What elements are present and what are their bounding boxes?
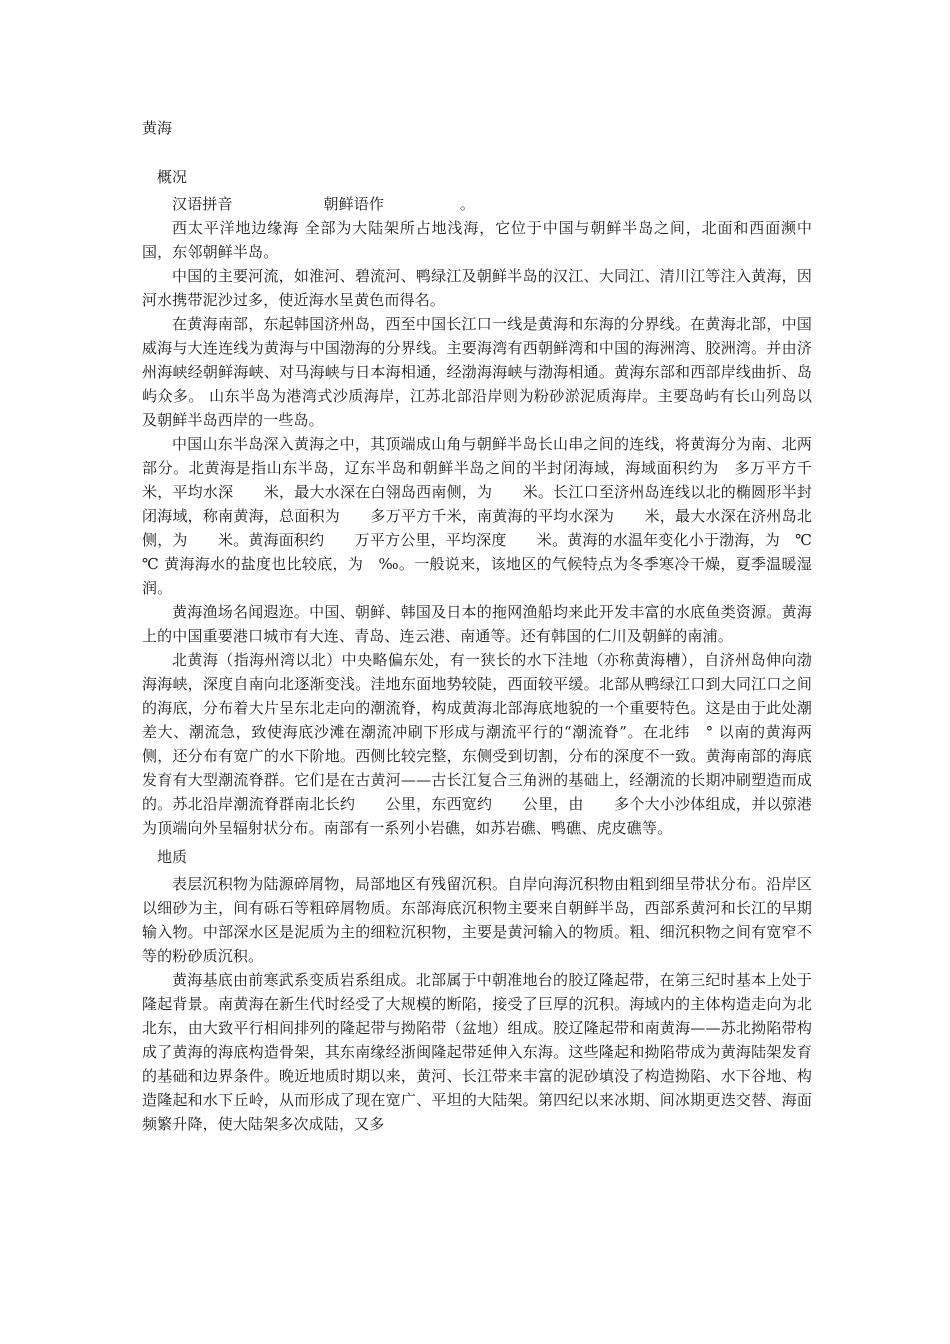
paragraph: 黄海基底由前寒武系变质岩系组成。北部属于中朝准地台的胶辽隆起带，在第三纪时基本上处于隆起背景。南黄海在新生代时经受了大规模的断陷，接受了巨厚的沉积。海域内的主体构造走向为北北东，由大致平行相间排列的隆起带与拗陷带（盆地）组成。胶辽隆起带和南黄海——苏北拗陷带构成了黄海的海底构造骨架，其东南缘经浙闽隆起带延伸入东海。这些隆起和拗陷带成为黄海陆架发育的基础和边界条件。晚近地质时期以来，黄河、长江带来丰富的泥砂填没了构造拗陷、水下谷地、构造隆起和水下丘岭，从而形成了现在宽广、平坦的大陆架。第四纪以来冰期、间冰期更迭交替、海面频繁升降，使大陆架多次成陆，又多 — [142, 971, 812, 1133]
document-title: 黄海 — [142, 119, 173, 137]
section-heading-overview: 概况 — [157, 168, 188, 186]
section-heading-geology: 地质 — [157, 848, 188, 866]
paragraph: 黄海渔场名闻遐迩。中国、朝鲜、韩国及日本的拖网渔船均来此开发丰富的水底鱼类资源。黄海上的中国重要港口城市有大连、青岛、连云港、南通等。还有韩国的仁川及朝鲜的南浦。 — [142, 603, 812, 645]
paragraph: 在黄海南部，东起韩国济州岛，西至中国长江口一线是黄海和东海的分界线。在黄海北部，中国威海与大连连线为黄海与中国渤海的分界线。主要海湾有西朝鲜湾和中国的海洲湾、胶洲湾。并由济州海峡经朝鲜海峡、对马海峡与日本海相通，经渤海海峡与渤海相通。黄海东部和西部岸线曲折、岛屿众多。 山东半岛为港湾式沙质海岸，江苏北部沿岸则为粉砂淤泥质海岸。主要岛屿有长山列岛以及朝鲜半岛西岸的一些岛。 — [142, 315, 812, 429]
document-body — [142, 166, 843, 1136]
paragraph: 表层沉积物为陆源碎屑物，局部地区有残留沉积。自岸向海沉积物由粗到细呈带状分布。沿岸区以细砂为主，间有砾石等粗碎屑物质。东部海底沉积物主要来自朝鲜半岛，西部系黄河和长江的早期输入物。中部深水区是泥质为主的细粒沉积物，主要是黄河输入的物质。粗、细沉积物之间有宽窄不等的粉砂质沉积。 — [142, 875, 812, 965]
paragraph: 西太平洋地边缘海 全部为大陆架所占地浅海，它位于中国与朝鲜半岛之间，北面和西面濒中国，东邻朝鲜半岛。 — [142, 219, 812, 261]
paragraph: 北黄海（指海州湾以北）中央略偏东处，有一狭长的水下洼地（亦称黄海槽），自济州岛伸向渤海海峡，深度自南向北逐渐变浅。洼地东面地势较陡，西面较平缓。北部从鸭绿江口到大同江口之间的海底，分布着大片呈东北走向的潮流脊，构成黄海北部海底地貌的一个重要特色。这是由于此处潮差大、潮流急，致使海底沙滩在潮流冲刷下形成与潮流平行的“潮流脊”。在北纬 ° 以南的黄海两侧，还分布有宽广的水下阶地。西侧比较完整，东侧受到切割，分布的深度不一致。黄海南部的海底发育有大型潮流脊群。它们是在古黄河——古长江复合三角洲的基础上，经潮流的长期冲刷塑造而成的。苏北沿岸潮流脊群南北长约 公里，东西宽约 公里，由 多个大小沙体组成，并以弶港为顶端向外呈辐射状分布。南部有一系列小岩礁，如苏岩礁、鸭礁、虎皮礁等。 — [142, 651, 812, 837]
paragraph: 中国的主要河流，如淮河、碧流河、鸭绿江及朝鲜半岛的汉江、大同江、清川江等注入黄海，因河水携带泥沙过多，使近海水呈黄色而得名。 — [142, 267, 812, 309]
paragraph: 汉语拼音 朝鲜语作 。 — [172, 195, 476, 213]
paragraph: 中国山东半岛深入黄海之中，其顶端成山角与朝鲜半岛长山串之间的连线，将黄海分为南、北两部分。北黄海是指山东半岛，辽东半岛和朝鲜半岛之间的半封闭海域，海域面积约为 多万平方千米，平均水深 米，最大水深在白翎岛西南侧，为 米。长江口至济州岛连线以北的椭圆形半封闭海域，称南黄海，总面积为 多万平方千米，南黄海的平均水深为 米，最大水深在济州岛北侧，为 米。黄海面积约 万平方公里，平均深度 米。黄海的水温年变化小于渤海，为 ℃ ℃ 黄海海水的盐度也比较底，为 ‰。一般说来，该地区的气候特点为冬季寒冷干燥，夏季温暖湿润。 — [142, 435, 843, 597]
